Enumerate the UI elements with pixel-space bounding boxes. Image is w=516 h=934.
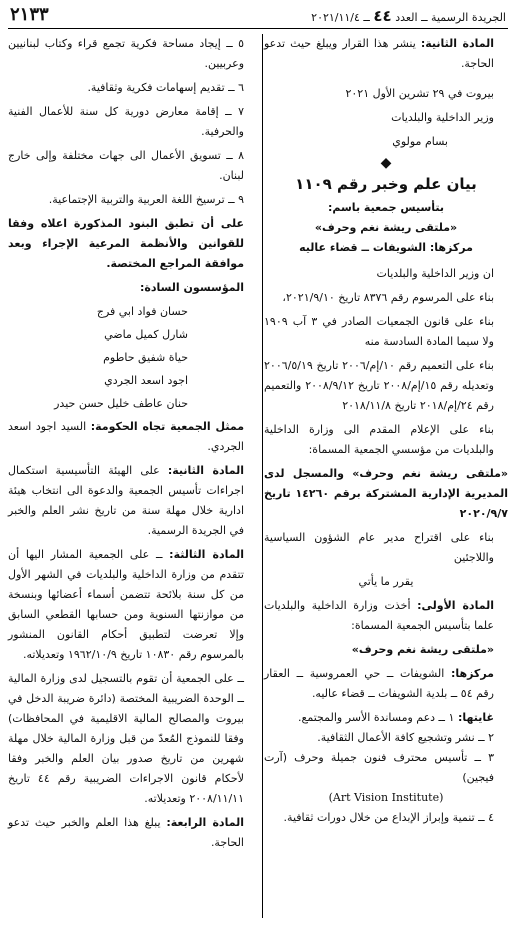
- founder-name: حسان فواد ابي فرج: [96, 305, 188, 318]
- association-name: «ملتقى ريشة نغم وحرف»: [314, 221, 458, 234]
- article-1: [264, 596, 508, 636]
- article-label: المادة الثانية:: [420, 37, 494, 50]
- article-label: المادة الرابعة:: [166, 816, 244, 829]
- goal-item: ٨ ــ تسويق الأعمال الى جهات مختلفة وإلى خارج لبنان.: [8, 149, 244, 182]
- gazette-name: الجريدة الرسمية: [431, 11, 506, 24]
- hq-label: مركزها:: [450, 667, 494, 680]
- article-3: [8, 545, 258, 665]
- article-2: [8, 461, 258, 541]
- condition-paragraph: على أن تطبق البنود المذكورة اعلاه وفقا للقوانين والأنظمة المرعية الإجراء وبعد موافقة المراجع المختصة.: [8, 217, 244, 270]
- page-header: [8, 4, 508, 26]
- goals-line: [264, 708, 508, 728]
- founder-name: حياة شفيق حاطوم: [103, 351, 188, 364]
- prev-article-2: [264, 34, 508, 74]
- article-3-tax: ــ على الجمعية أن تقوم بالتسجيل لدى وزارة المالية ــ الوحدة الضريبية المختصة (دائرة ضريبة الدخل في بيروت والمصالح المالية الاقليمية في المحافظات) وفقا للنموذج المُعدّ من قبل وزارة المالية خلال مهلة شهرين من تاريخ صدور بيان العلم والخبر وفقا لأحكام قانون الاجراءات الضريبية رقم ٤٤ تاريخ ٢٠٠٨/١١/١١ وتعديلاته.: [8, 672, 244, 805]
- article-label: المادة الأولى:: [417, 599, 494, 612]
- article-text: ــ على الجمعية المشار اليها أن تتقدم من وزارة الداخلية والبلديات في الشهر الأول من كل سنة بلائحة تتضمن أسماء أعضائها وبنسخة من موازنتها السنوية ومن حسابها القطعي السابق وإلا تعرضت لتطبيق أحكام القانون المنشور بالمرسوم رقم ١٠٨٣٠ تاريخ ١٩٦٢/١٠/٩ وتعديلاته.: [8, 548, 244, 661]
- decides-line: يقرر ما يأتي: [358, 575, 414, 588]
- article-label: المادة الثانية:: [167, 464, 244, 477]
- left-column: [8, 34, 258, 857]
- column-divider: [262, 34, 263, 918]
- page-number: ٢١٣٣: [10, 4, 49, 25]
- founder-name: اجود اسعد الجردي: [104, 374, 188, 387]
- hq-text: الشويفات ــ حي العمروسية ــ العقار رقم ٥٤ ــ بلدية الشويفات ــ قضاء عاليه.: [264, 667, 494, 700]
- hq-line: [264, 664, 508, 704]
- issue-number: ٤٤: [373, 7, 392, 25]
- goal-item: ٤ ــ تنمية وإبراز الإبداع من خلال دورات ثقافية.: [283, 811, 494, 824]
- recital-6: بناء على اقتراح مدير عام الشؤون السياسية واللاجئين: [264, 531, 494, 564]
- right-column: [264, 34, 508, 832]
- representative: [8, 417, 258, 457]
- article-text: يبلغ هذا العلم والخبر حيث تدعو الحاجة.: [8, 816, 244, 849]
- representative-label: ممثل الجمعية تجاه الحكومة:: [90, 420, 244, 433]
- founders-label: المؤسسون السادة:: [139, 281, 244, 294]
- recital-5: «ملتقى ريشة نغم وحرف» والمسجل لدى المديرية الإدارية المشتركة برقم ١٤٢٦٠ تاريخ ٢٠٢٠/٩/٧: [264, 467, 509, 520]
- minister-signature: بسام مولوي: [392, 135, 448, 148]
- minister-title: وزير الداخلية والبلديات: [391, 111, 494, 124]
- goal-item: ٣ ــ تأسيس محترف فنون جميلة وحرف (آرت فيجين): [264, 751, 494, 784]
- place-date: بيروت في ٢٩ تشرين الأول ٢٠٢١: [345, 87, 494, 100]
- article-4: [8, 813, 258, 853]
- goal-latin-name: (Art Vision Institute): [328, 791, 444, 804]
- article-text: أخذت وزارة الداخلية والبلديات علما بتأسيس الجمعية المسماة:: [264, 599, 494, 632]
- founder-name: حنان عاطف خليل حسن حيدر: [54, 397, 188, 410]
- representative-name: السيد اجود اسعد الجردي.: [8, 420, 244, 453]
- recital-4: بناء على الإعلام المقدم الى وزارة الداخلية والبلديات من مؤسسي الجمعية المسماة:: [264, 423, 494, 456]
- recital-1: بناء على المرسوم رقم ٨٣٧٦ تاريخ ٢٠٢١/٩/١٠،: [282, 291, 494, 304]
- header-rule: [8, 28, 508, 29]
- association-name-2: «ملتقى ريشة نغم وحرف»: [351, 643, 494, 656]
- notice-title: بيان علم وخبر رقم ١١٠٩: [295, 175, 477, 193]
- goal-item: ٥ ــ إيجاد مساحة فكرية تجمع قراء وكتاب لبنانيين وعربيين.: [8, 37, 244, 70]
- goal-item: ٩ ــ ترسيخ اللغة العربية والتربية الإجتماعية.: [48, 193, 244, 206]
- issue-label: العدد: [395, 11, 418, 24]
- goal-item: ٢ ــ نشر وتشجيع كافة الأعمال الثقافية.: [317, 731, 494, 744]
- article-text: على الهيئة التأسيسية استكمال اجراءات تأسيس الجمعية والدعوة الى انتخاب هيئة ادارية خلال مهلة سنة من تاريخ نشر العلم والخبر في الجريدة الرسمية.: [8, 464, 244, 537]
- goal-item: ٦ ــ تقديم إسهامات فكرية وثقافية.: [87, 81, 244, 94]
- notice-subtitle: بتأسيس جمعية باسم:: [327, 201, 445, 214]
- section-separator: ◆: [380, 155, 392, 171]
- recital-3: بناء على التعميم رقم ١٠/إم/٢٠٠٦ تاريخ ٢٠٠٦/٥/١٩ وتعديله رقم ١٥/إم/٢٠٠٨ تاريخ ٢٠٠٨/٩/١٢ والتعميم رقم ٢٤/إم/٢٠١٨ تاريخ ٢٠١٨/١١/٨: [264, 359, 494, 412]
- intro-line: ان وزير الداخلية والبلديات: [376, 267, 494, 280]
- article-text: ينشر هذا القرار ويبلغ حيث تدعو الحاجة.: [264, 37, 494, 70]
- association-hq: مركزها: الشويفات ــ قضاء عاليه: [299, 241, 473, 254]
- goals-label: غايتها:: [457, 711, 494, 724]
- article-label: المادة الثالثة:: [169, 548, 244, 561]
- header-title: الجريدة الرسمية ــ العدد ٤٤ ــ ٢٠٢١/١١/٤: [311, 7, 506, 25]
- recital-2: بناء على قانون الجمعيات الصادر في ٣ آب ١٩٠٩ ولا سيما المادة السادسة منه: [264, 315, 495, 348]
- goal-item: ١ ــ دعم ومساندة الأسر والمجتمع.: [298, 711, 455, 724]
- founder-name: شارل كميل ماضي: [104, 328, 188, 341]
- issue-date: ٢٠٢١/١١/٤: [311, 11, 360, 24]
- goal-item: ٧ ــ إقامة معارض دورية كل سنة للأعمال الفنية والحرفية.: [8, 105, 244, 138]
